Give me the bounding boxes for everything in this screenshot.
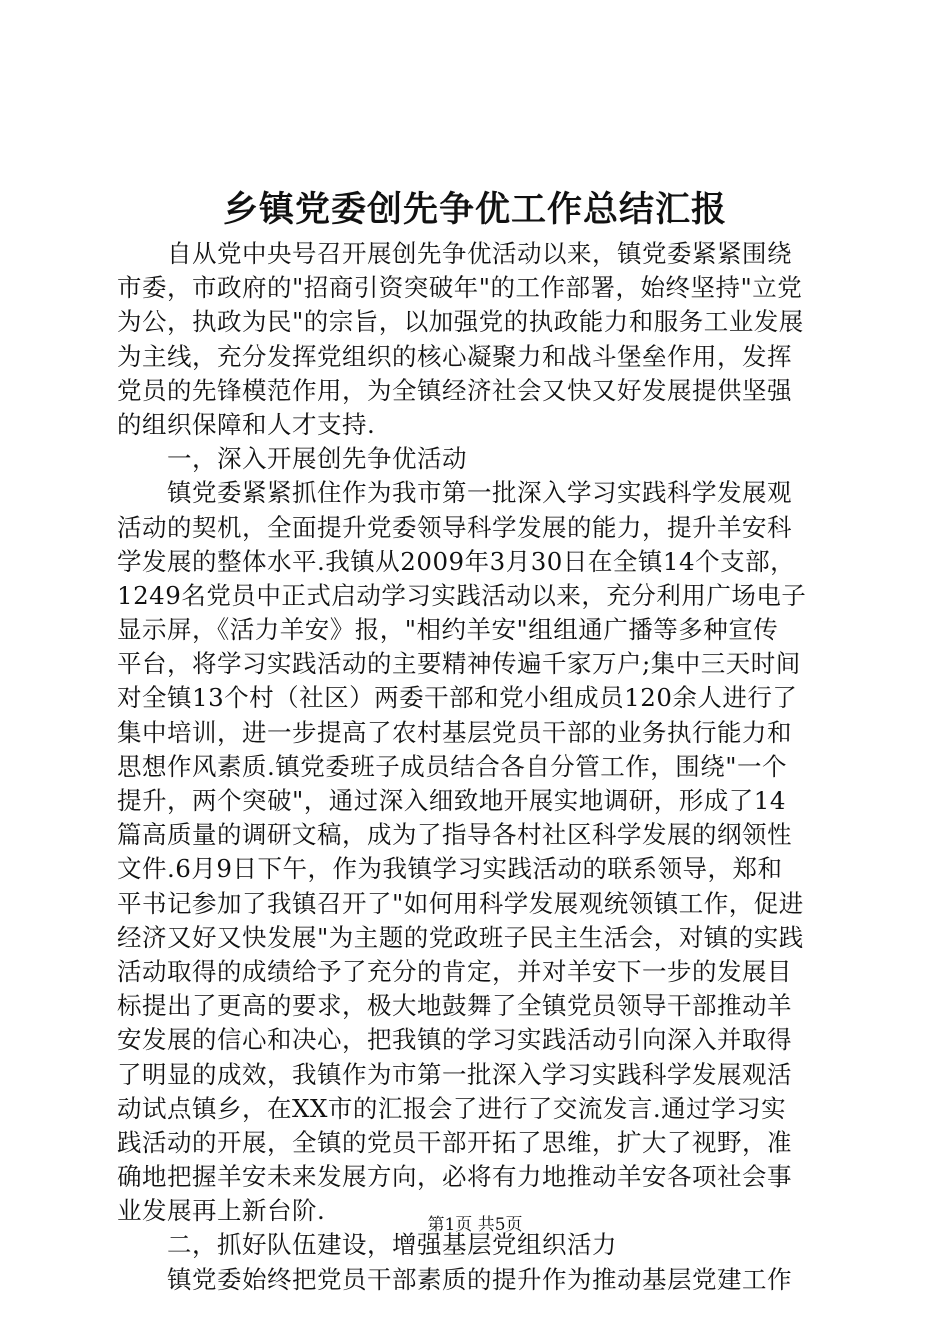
text-line: 经济又好又快发展"为主题的党政班子民主生活会，对镇的实践 <box>117 922 804 952</box>
text-line: 文件.6月9日下午，作为我镇学习实践活动的联系领导，郑和 <box>117 854 783 884</box>
text-line: 二，抓好队伍建设，增强基层党组织活力 <box>117 1230 617 1260</box>
text-line: 平台，将学习实践活动的主要精神传遍千家万户;集中三天时间 <box>117 649 801 679</box>
text-line: 对全镇13个村（社区）两委干部和党小组成员120余人进行了 <box>117 683 798 713</box>
text-line: 篇高质量的调研文稿，成为了指导各村社区科学发展的纲领性 <box>117 820 792 850</box>
text-line: 平书记参加了我镇召开了"如何用科学发展观统领镇工作，促进 <box>117 888 804 918</box>
text-line: 市委，市政府的"招商引资突破年"的工作部署，始终坚持"立党 <box>117 273 803 303</box>
text-line: 镇党委始终把党员干部素质的提升作为推动基层党建工作 <box>117 1264 792 1294</box>
text-line: 集中培训，进一步提高了农村基层党员干部的业务执行能力和 <box>117 717 792 747</box>
text-line: 活动的契机，全面提升党委领导科学发展的能力，提升羊安科 <box>117 512 792 542</box>
text-line: 思想作风素质.镇党委班子成员结合各自分管工作，围绕"一个 <box>117 751 788 781</box>
text-line: 了明显的成效，我镇作为市第一批深入学习实践科学发展观活 <box>117 1059 792 1089</box>
text-line: 标提出了更高的要求，极大地鼓舞了全镇党员领导干部推动羊 <box>117 991 792 1021</box>
text-line: 安发展的信心和决心，把我镇的学习实践活动引向深入并取得 <box>117 1025 792 1055</box>
document-title: 乡镇党委创先争优工作总结汇报 <box>222 189 727 230</box>
text-line: 显示屏，《活力羊安》报，"相约羊安"组组通广播等多种宣传 <box>117 615 779 645</box>
text-line: 镇党委紧紧抓住作为我市第一批深入学习实践科学发展观 <box>117 478 792 508</box>
text-line: 为公，执政为民"的宗旨，以加强党的执政能力和服务工业发展 <box>117 307 804 337</box>
text-line: 活动取得的成绩给予了充分的肯定，并对羊安下一步的发展目 <box>117 956 792 986</box>
text-line: 的组织保障和人才支持. <box>117 409 376 439</box>
text-line: 提升，两个突破"，通过深入细致地开展实地调研，形成了14 <box>117 786 786 815</box>
text-line: 学发展的整体水平.我镇从2009年3月30日在全镇14个支部， <box>117 546 796 576</box>
text-line: 为主线，充分发挥党组织的核心凝聚力和战斗堡垒作用，发挥 <box>117 341 792 371</box>
text-line: 确地把握羊安未来发展方向，必将有力地推动羊安各项社会事 <box>117 1162 792 1192</box>
text-line: 一，深入开展创先争优活动 <box>117 444 467 474</box>
text-line: 践活动的开展，全镇的党员干部开拓了思维，扩大了视野，准 <box>117 1127 792 1157</box>
text-line: 党员的先锋模范作用，为全镇经济社会又快又好发展提供坚强 <box>117 375 792 405</box>
document-body <box>117 237 837 1297</box>
text-line: 1249名党员中正式启动学习实践活动以来，充分利用广场电子 <box>117 580 807 610</box>
page-footer: 第1页 共5页 <box>427 1215 523 1235</box>
text-line: 自从党中央号召开展创先争优活动以来，镇党委紧紧围绕 <box>117 239 792 268</box>
text-line: 业发展再上新台阶. <box>117 1196 326 1226</box>
text-line: 动试点镇乡，在XX市的汇报会了进行了交流发言.通过学习实 <box>117 1093 787 1123</box>
